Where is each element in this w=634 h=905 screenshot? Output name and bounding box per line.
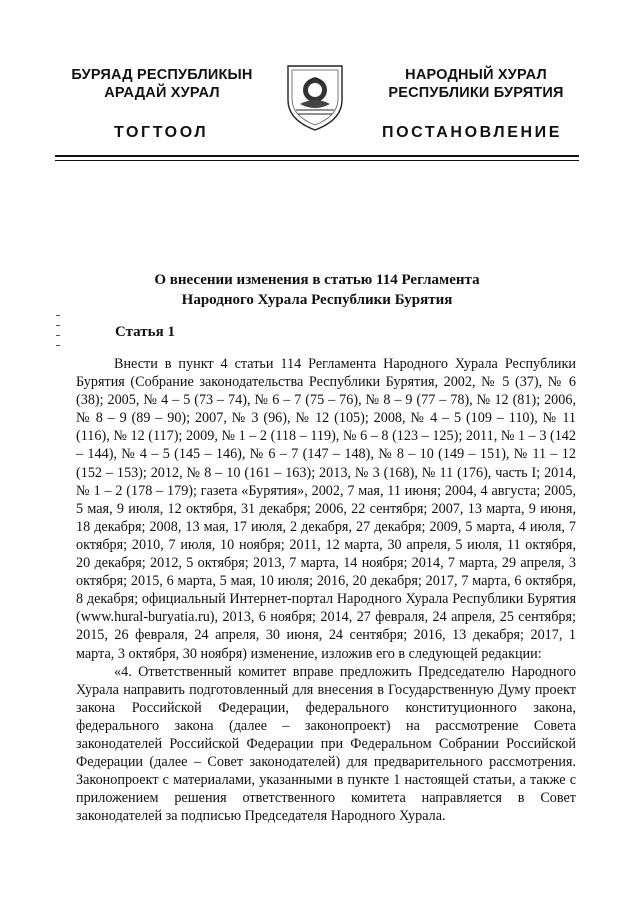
article-heading: Статья 1 bbox=[115, 324, 175, 340]
header-rule-thin bbox=[55, 160, 579, 161]
article-body bbox=[76, 355, 576, 825]
document-title bbox=[110, 270, 524, 310]
margin-marks bbox=[56, 315, 62, 355]
header-right-line1: НАРОДНЫЙ ХУРАЛ bbox=[405, 67, 547, 83]
header-left-line2: АРАДАЙ ХУРАЛ bbox=[104, 85, 220, 101]
header-left-doc-type: ТОГТООЛ bbox=[114, 124, 209, 141]
paragraph-new-wording: «4. Ответственный комитет вправе предложить Председателю Народного Хурала направить подготовленный для внесения в Государственную Думу проект закона Российской Федерации, федерального конституционного закона, федерального закона (далее – законопроект) на рассмотрение Совета законодателей Российской Федерации при Федеральном Собрании Российской Федерации (далее – Совет законодателей) для предварительного рассмотрения. Законопроект с материалами, указанными в пункте 1 настоящей статьи, а также с приложением решения ответственного комитета направляется в Совет законодателей за подписью Председателя Народного Хурала. bbox=[76, 663, 576, 825]
paragraph-amendment-intro: Внести в пункт 4 статьи 114 Регламента Народного Хурала Республики Бурятия (Собрание законодательства Республики Бурятия, 2002, № 5 (37), № 6 (38); 2005, № 4 – 5 (73 – 74), № 6 – 7 (75 – 76), № 8 – 9 (77 – 78), № 12 (81); 2006, № 8 – 9 (89 – 90); 2007, № 3 (96), № 12 (105); 2008, № 4 – 5 (109 – 110), № 11 (116), № 12 (117); 2009, № 1 – 2 (118 – 119), № 6 – 8 (123 – 125); 2011, № 1 – 3 (142 – 144), № 4 – 5 (145 – 146), № 6 – 7 (147 – 148), № 8 – 10 (149 – 151), № 11 – 12 (152 – 153); 2012, № 8 – 10 (161 – 163); 2013, № 3 (168), № 11 (176), часть I; 2014, № 1 – 2 (178 – 179); газета «Бурятия», 2002, 7 мая, 11 июня; 2004, 4 августа; 2005, 5 мая, 9 июля, 12 октября, 31 декабря; 2006, 22 сентября; 2007, 13 марта, 9 июня, 18 декабря; 2008, 13 мая, 17 июля, 2 декабря, 27 декабря; 2009, 5 марта, 4 июля, 7 октября; 2010, 7 июля, 10 ноября; 2011, 12 марта, 30 апреля, 5 июля, 11 октября, 20 декабря; 2012, 5 октября; 2013, 7 марта, 14 ноября; 2014, 7 марта, 29 апреля, 3 октября; 2015, 6 марта, 5 мая, 10 июля; 2016, 20 декабря; 2017, 7 марта, 6 октября, 8 декабря; официальный Интернет-портал Народного Хурала Республики Бурятия (www.hural-buryatia.ru), 2013, 6 ноября; 2014, 27 февраля, 24 апреля, 25 сентября; 2015, 26 февраля, 24 апреля, 30 июня, 24 сентября; 2016, 13 декабря; 2017, 1 марта, 3 октября, 30 ноября) изменение, изложив его в следующей редакции: bbox=[76, 356, 576, 662]
title-line1: О внесении изменения в статью 114 Регламента bbox=[154, 272, 480, 288]
header-right-doc-type: ПОСТАНОВЛЕНИЕ bbox=[382, 124, 563, 141]
coat-of-arms-icon bbox=[284, 60, 346, 132]
title-line2: Народного Хурала Республики Бурятия bbox=[181, 292, 453, 308]
header-rule-thick bbox=[55, 155, 579, 157]
header-right-line2: РЕСПУБЛИКИ БУРЯТИЯ bbox=[388, 85, 564, 101]
header-left bbox=[52, 66, 272, 102]
header-left-line1: БУРЯАД РЕСПУБЛИКЫН bbox=[71, 67, 253, 83]
header-right bbox=[368, 66, 584, 102]
